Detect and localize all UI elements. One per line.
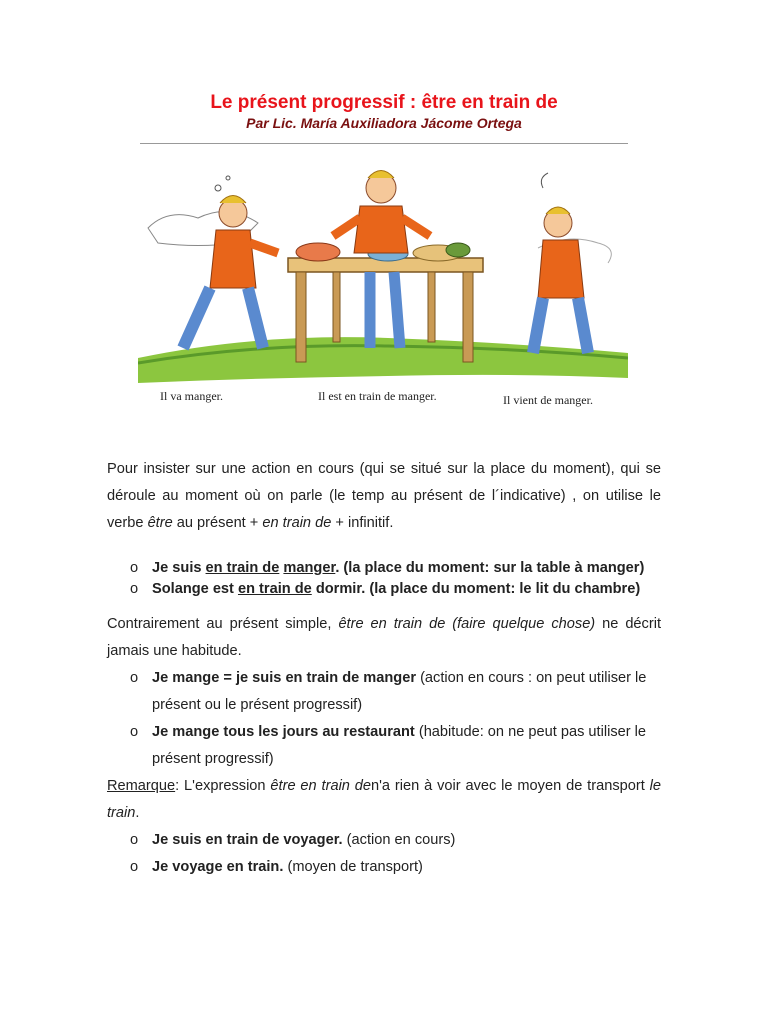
author-line: Par Lic. María Auxiliadora Jácome Ortega <box>246 115 522 131</box>
man-going-to-eat <box>183 176 278 348</box>
page-title: Le présent progressif : être en train de <box>210 92 558 113</box>
grass <box>138 337 628 383</box>
eating-illustration <box>138 148 628 423</box>
food <box>296 243 340 261</box>
intro-paragraph: Pour insister sur une action en cours (qui se situé sur la place du moment), qui se déroule au moment où on parle (le temp au présent de l´indicative) , on utilise le verbe être au présent + en train de + infinitif. <box>107 461 661 531</box>
divider <box>140 143 628 144</box>
list-item: o Solange est en train de dormir. (la place du moment: le lit du chambre) <box>130 581 641 597</box>
caption-3: Il vient de manger. <box>503 393 593 407</box>
man-just-ate <box>533 173 588 353</box>
example-list-2 <box>130 665 670 773</box>
example-list-3 <box>130 827 670 881</box>
caption-1: Il va manger. <box>160 389 223 403</box>
example-list-1 <box>130 558 670 600</box>
list-item: o Je voyage en train. (moyen de transport) <box>130 859 423 875</box>
caption-2: Il est en train de manger. <box>318 389 437 403</box>
list-item: o Je suis en train de voyager. (action en cours) <box>130 832 456 848</box>
list-item: o Je mange = je suis en train de manger (action en cours : on peut utiliser le présent ou le présent progressif) <box>130 670 647 713</box>
list-item: o Je suis en train de manger. (la place du moment: sur la table à manger) <box>130 560 645 576</box>
contrast-paragraph: Contrairement au présent simple, être en train de (faire quelque chose) ne décrit jamais une habitude. <box>107 616 662 659</box>
list-item: o Je mange tous les jours au restaurant (habitude: on ne peut pas utiliser le présent progressif) <box>130 724 647 767</box>
remark-paragraph: Remarque: L'expression être en train den'a rien à voir avec le moyen de transport le train. <box>107 778 661 821</box>
